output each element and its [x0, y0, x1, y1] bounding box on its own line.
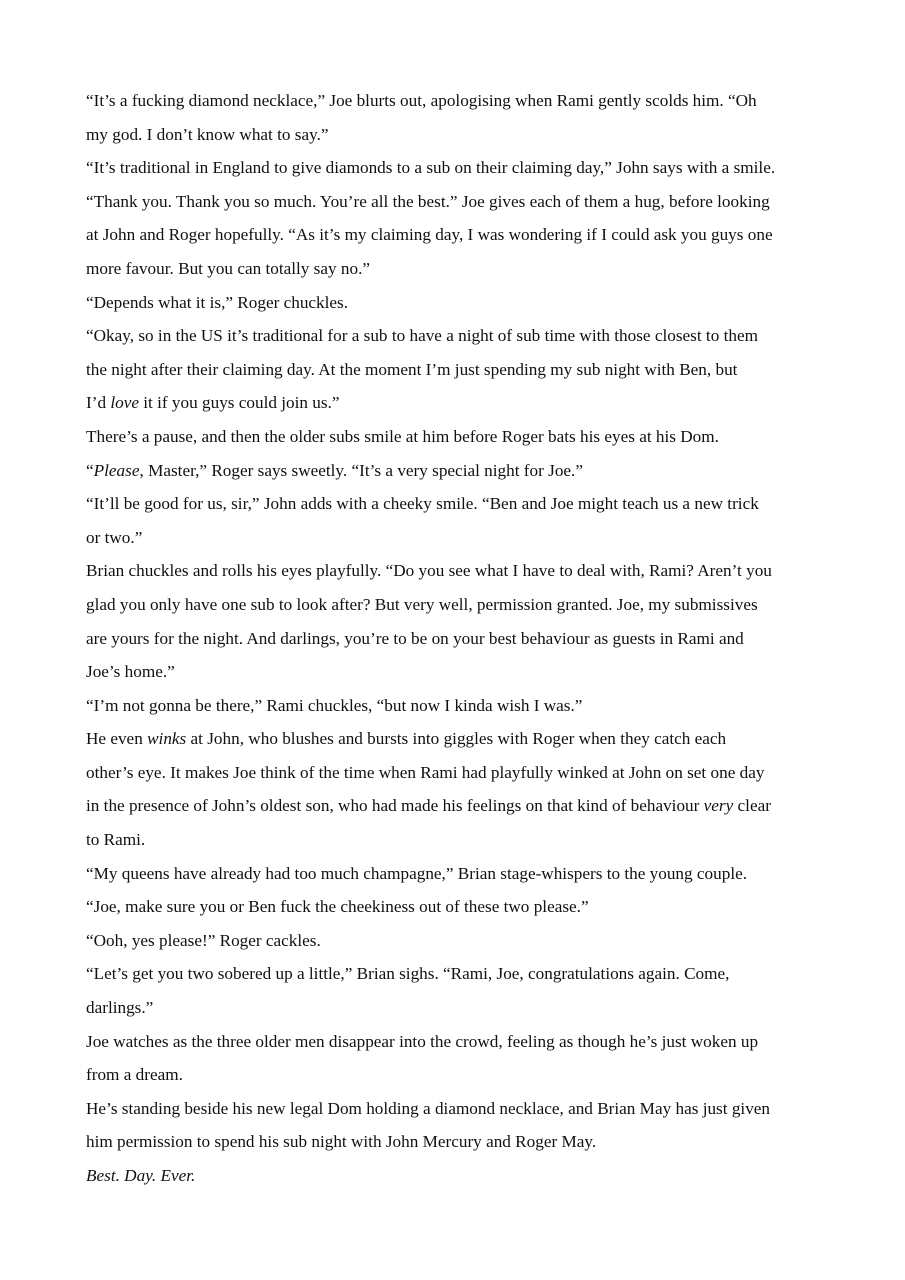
text-line: “My queens have already had too much champagne,” Brian stage-whispers to the young couple.	[86, 863, 748, 883]
text-line: to Rami.	[86, 830, 146, 850]
text-line: my god. I don’t know what to say.”	[86, 124, 329, 144]
text-line: him permission to spend his sub night with John Mercury and Roger May.	[86, 1132, 597, 1152]
emphasis: winks	[147, 729, 187, 749]
text-line: in the presence of John’s oldest son, who had made his feelings on that kind of behaviour very clear	[86, 796, 771, 816]
text-line: more favour. But you can totally say no.”	[86, 258, 371, 278]
document-body	[86, 84, 826, 1193]
text-line: “Please, Master,” Roger says sweetly. “It’s a very special night for Joe.”	[86, 460, 583, 480]
text-line: Joe’s home.”	[86, 662, 175, 682]
text-line: “Thank you. Thank you so much. You’re all the best.” Joe gives each of them a hug, before looking	[86, 191, 770, 211]
text-line: “Ooh, yes please!” Roger cackles.	[86, 930, 321, 950]
text-line: “I’m not gonna be there,” Rami chuckles, “but now I kinda wish I was.”	[86, 695, 583, 715]
text-line: I’d love it if you guys could join us.”	[86, 393, 340, 413]
text-line: glad you only have one sub to look after? But very well, permission granted. Joe, my submissives	[86, 594, 758, 614]
text-line: “Joe, make sure you or Ben fuck the cheekiness out of these two please.”	[86, 897, 589, 917]
text-line: the night after their claiming day. At the moment I’m just spending my sub night with Ben, but	[86, 359, 738, 379]
text-line: from a dream.	[86, 1065, 183, 1085]
text-line: at John and Roger hopefully. “As it’s my claiming day, I was wondering if I could ask you guys one	[86, 225, 773, 245]
text-line: “Let’s get you two sobered up a little,” Brian sighs. “Rami, Joe, congratulations again. Come,	[86, 964, 730, 984]
text-line: are yours for the night. And darlings, you’re to be on your best behaviour as guests in Rami and	[86, 628, 744, 648]
emphasis: Best. Day. Ever.	[86, 1166, 196, 1185]
text-line: other’s eye. It makes Joe think of the time when Rami had playfully winked at John on set one day	[86, 762, 765, 782]
emphasis: love	[110, 393, 139, 413]
closing-line	[86, 1159, 826, 1193]
text-line: “It’s traditional in England to give diamonds to a sub on their claiming day,” John says with a smile.	[86, 158, 776, 178]
text-line: “It’s a fucking diamond necklace,” Joe blurts out, apologising when Rami gently scolds him. “Oh	[86, 91, 757, 110]
text-line: darlings.”	[86, 998, 154, 1018]
text-line: “It’ll be good for us, sir,” John adds with a cheeky smile. “Ben and Joe might teach us a new trick	[86, 494, 759, 514]
text-line: or two.”	[86, 527, 143, 547]
text-line: He even winks at John, who blushes and bursts into giggles with Roger when they catch each	[86, 729, 727, 749]
text-line: There’s a pause, and then the older subs smile at him before Roger bats his eyes at his Dom.	[86, 426, 719, 446]
text-line: Joe watches as the three older men disappear into the crowd, feeling as though he’s just woken up	[86, 1031, 759, 1051]
emphasis: very	[703, 796, 734, 816]
emphasis: Please	[93, 460, 140, 480]
text-line: He’s standing beside his new legal Dom holding a diamond necklace, and Brian May has just given	[86, 1098, 771, 1118]
text-line: Brian chuckles and rolls his eyes playfully. “Do you see what I have to deal with, Rami? Aren’t you	[86, 561, 772, 581]
text-line: “Okay, so in the US it’s traditional for a sub to have a night of sub time with those closest to them	[86, 326, 758, 346]
text-line: “Depends what it is,” Roger chuckles.	[86, 292, 349, 312]
